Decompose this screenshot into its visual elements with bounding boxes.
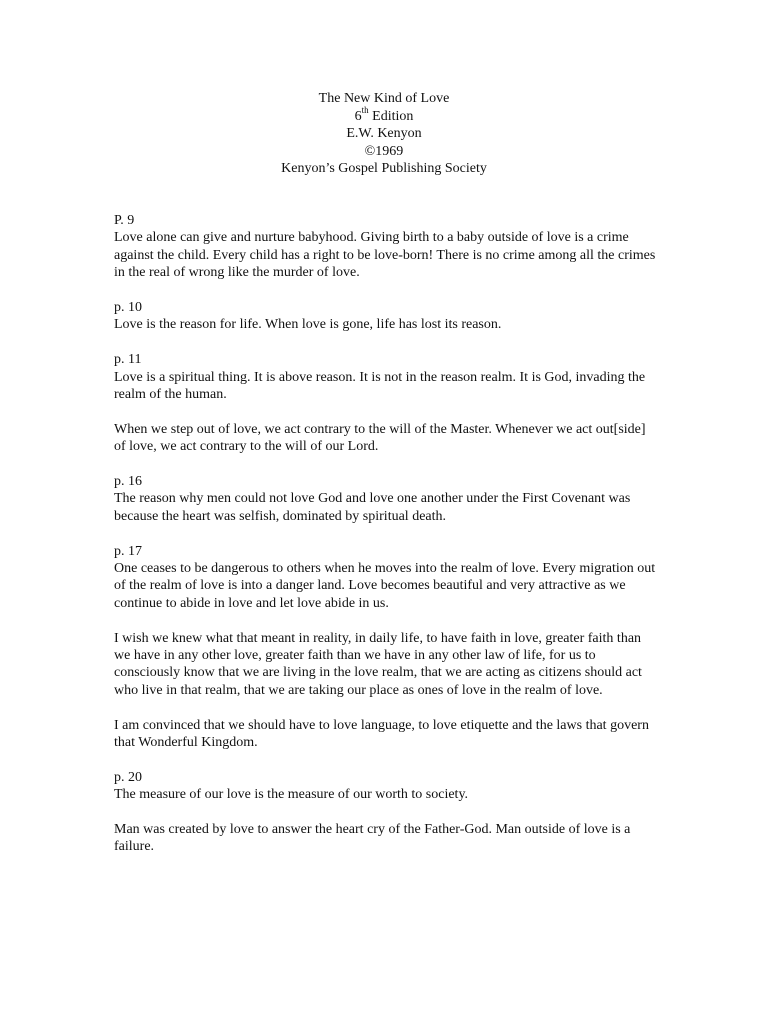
edition-suffix: th bbox=[361, 104, 369, 115]
paragraph: When we step out of love, we act contrary to the will of the Master. Whenever we act out[side] of love, we act contrary to the will of our Lord. bbox=[114, 421, 646, 455]
paragraph: One ceases to be dangerous to others when he moves into the realm of love. Every migration out of the realm of love is into a danger land. Love becomes beautiful and very attractive as we continue to abide in love and let love abide in us. bbox=[114, 561, 656, 611]
edition-number: 6 bbox=[354, 108, 362, 124]
page-reference: P. 9 bbox=[114, 213, 135, 228]
document-body bbox=[114, 212, 659, 856]
title-block bbox=[0, 90, 768, 178]
edition-line bbox=[0, 104, 768, 126]
paragraph: Love alone can give and nurture babyhood. Giving birth to a baby outside of love is a crime against the child. Every child has a right to be love-born! There is no crime among all the crimes in the real of wrong like the murder of love. bbox=[114, 230, 656, 281]
paragraph: The reason why men could not love God and love one another under the First Covenant was because the heart was selfish, dominated by spiritual death. bbox=[114, 491, 631, 524]
paragraph: The measure of our love is the measure of our worth to society. bbox=[114, 787, 469, 803]
page-reference: p. 17 bbox=[114, 543, 142, 559]
page-reference: p. 20 bbox=[114, 769, 142, 785]
page-reference: p. 16 bbox=[114, 474, 142, 490]
section-p20 bbox=[114, 769, 659, 856]
section-p10 bbox=[114, 299, 659, 334]
section-p16 bbox=[114, 473, 659, 525]
paragraph: I am convinced that we should have to love language, to love etiquette and the laws that govern that Wonderful Kingdom. bbox=[114, 717, 649, 751]
copyright: ©1969 bbox=[364, 143, 404, 159]
paragraph: Man was created by love to answer the heart cry of the Father-God. Man outside of love is a failure. bbox=[114, 822, 631, 855]
page-reference: p. 11 bbox=[114, 352, 142, 368]
publisher: Kenyon’s Gospel Publishing Society bbox=[281, 161, 487, 176]
book-title: The New Kind of Love bbox=[318, 91, 450, 106]
paragraph: Love is a spiritual thing. It is above reason. It is not in the reason realm. It is God, invading the realm of the human. bbox=[114, 369, 646, 403]
paragraph: Love is the reason for life. When love is gone, life has lost its reason. bbox=[114, 317, 502, 333]
edition-word: Edition bbox=[372, 108, 414, 124]
section-p17 bbox=[114, 543, 659, 752]
section-p9 bbox=[114, 212, 659, 282]
author: E.W. Kenyon bbox=[346, 126, 422, 141]
section-p11 bbox=[114, 351, 659, 455]
paragraph: I wish we knew what that meant in reality, in daily life, to have faith in love, greater faith than we have in any other love, greater faith than we have in any other law of life, for us to consciously know that we are living in the love realm, that we are acting as citizens should act who live in that realm, that we are taking our place as ones of love in the realm of love. bbox=[114, 630, 642, 698]
page-reference: p. 10 bbox=[114, 300, 142, 316]
